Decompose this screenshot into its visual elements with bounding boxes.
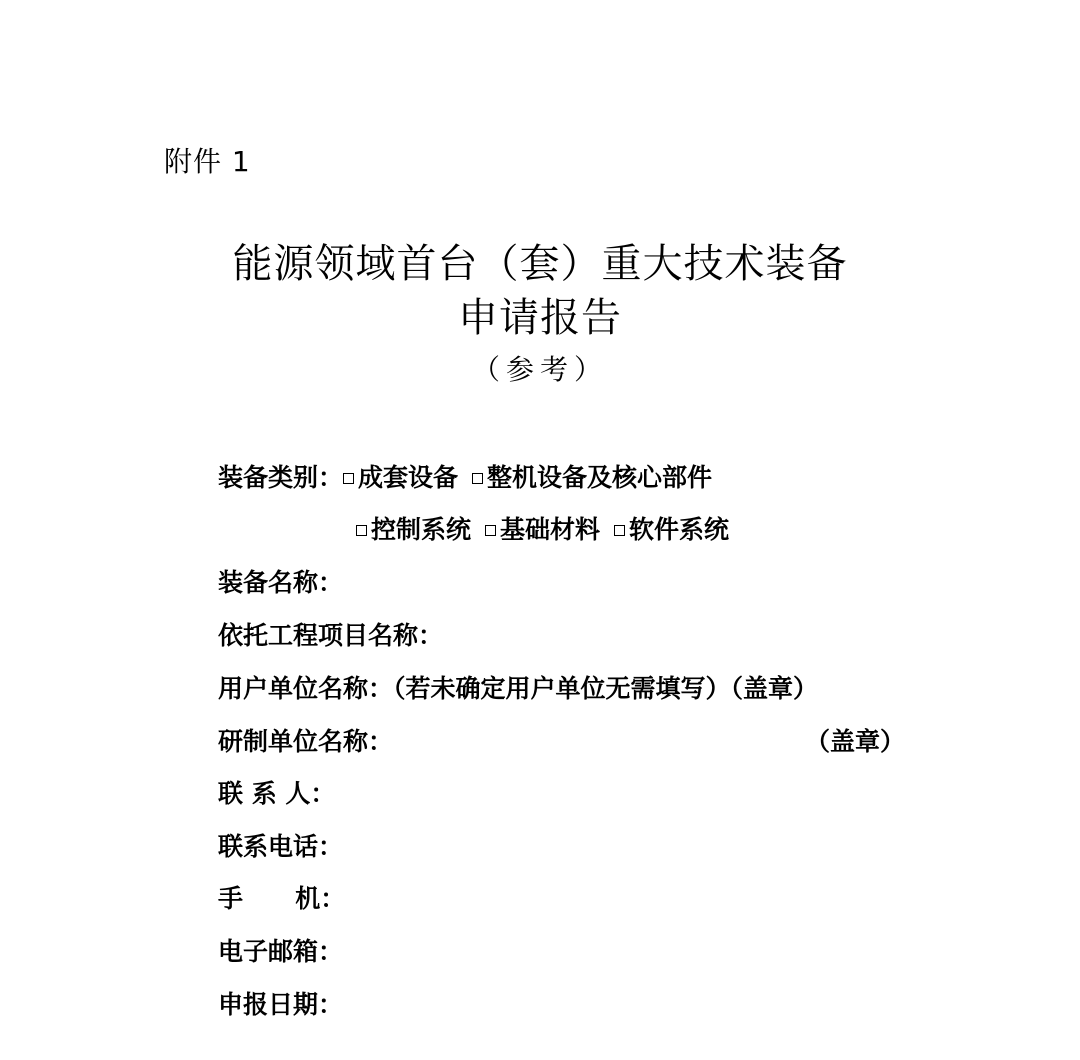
attachment-label: 附件 1 xyxy=(164,145,251,178)
title-line-1: 能源领域首台（套）重大技术装备 xyxy=(232,241,848,287)
field-equipment-name: 装备名称： xyxy=(218,568,344,597)
field-phone: 联系电话： xyxy=(218,832,344,861)
field-email: 电子邮箱： xyxy=(218,937,344,966)
category-option-software-system[interactable]: 软件系统 xyxy=(614,515,729,544)
field-date: 申报日期： xyxy=(218,990,344,1019)
field-mobile: 手 机： xyxy=(218,884,346,913)
checkbox-icon[interactable] xyxy=(614,525,625,536)
category-option-control-system[interactable]: 控制系统 xyxy=(356,515,471,544)
category-option-base-material[interactable]: 基础材料 xyxy=(485,515,600,544)
field-dev-unit: 研制单位名称： xyxy=(218,727,394,756)
checkbox-icon[interactable] xyxy=(485,525,496,536)
field-user-unit: 用户单位名称：（若未确定用户单位无需填写）（盖章） xyxy=(218,674,819,703)
equipment-category-row-1 xyxy=(218,461,712,495)
dev-unit-seal: （盖章） xyxy=(805,727,906,756)
field-contact: 联 系 人： xyxy=(218,779,336,808)
checkbox-icon[interactable] xyxy=(356,525,367,536)
subtitle: （参考） xyxy=(471,353,608,386)
checkbox-icon[interactable] xyxy=(472,473,483,484)
equipment-category-label: 装备类别： xyxy=(218,463,344,492)
title-line-2: 申请报告 xyxy=(458,295,622,341)
category-option-complete-set[interactable]: 成套设备 xyxy=(343,463,458,492)
category-option-whole-machine[interactable]: 整机设备及核心部件 xyxy=(472,463,712,492)
equipment-category-row-2 xyxy=(356,513,729,547)
field-project-name: 依托工程项目名称： xyxy=(218,621,444,650)
checkbox-icon[interactable] xyxy=(343,473,354,484)
